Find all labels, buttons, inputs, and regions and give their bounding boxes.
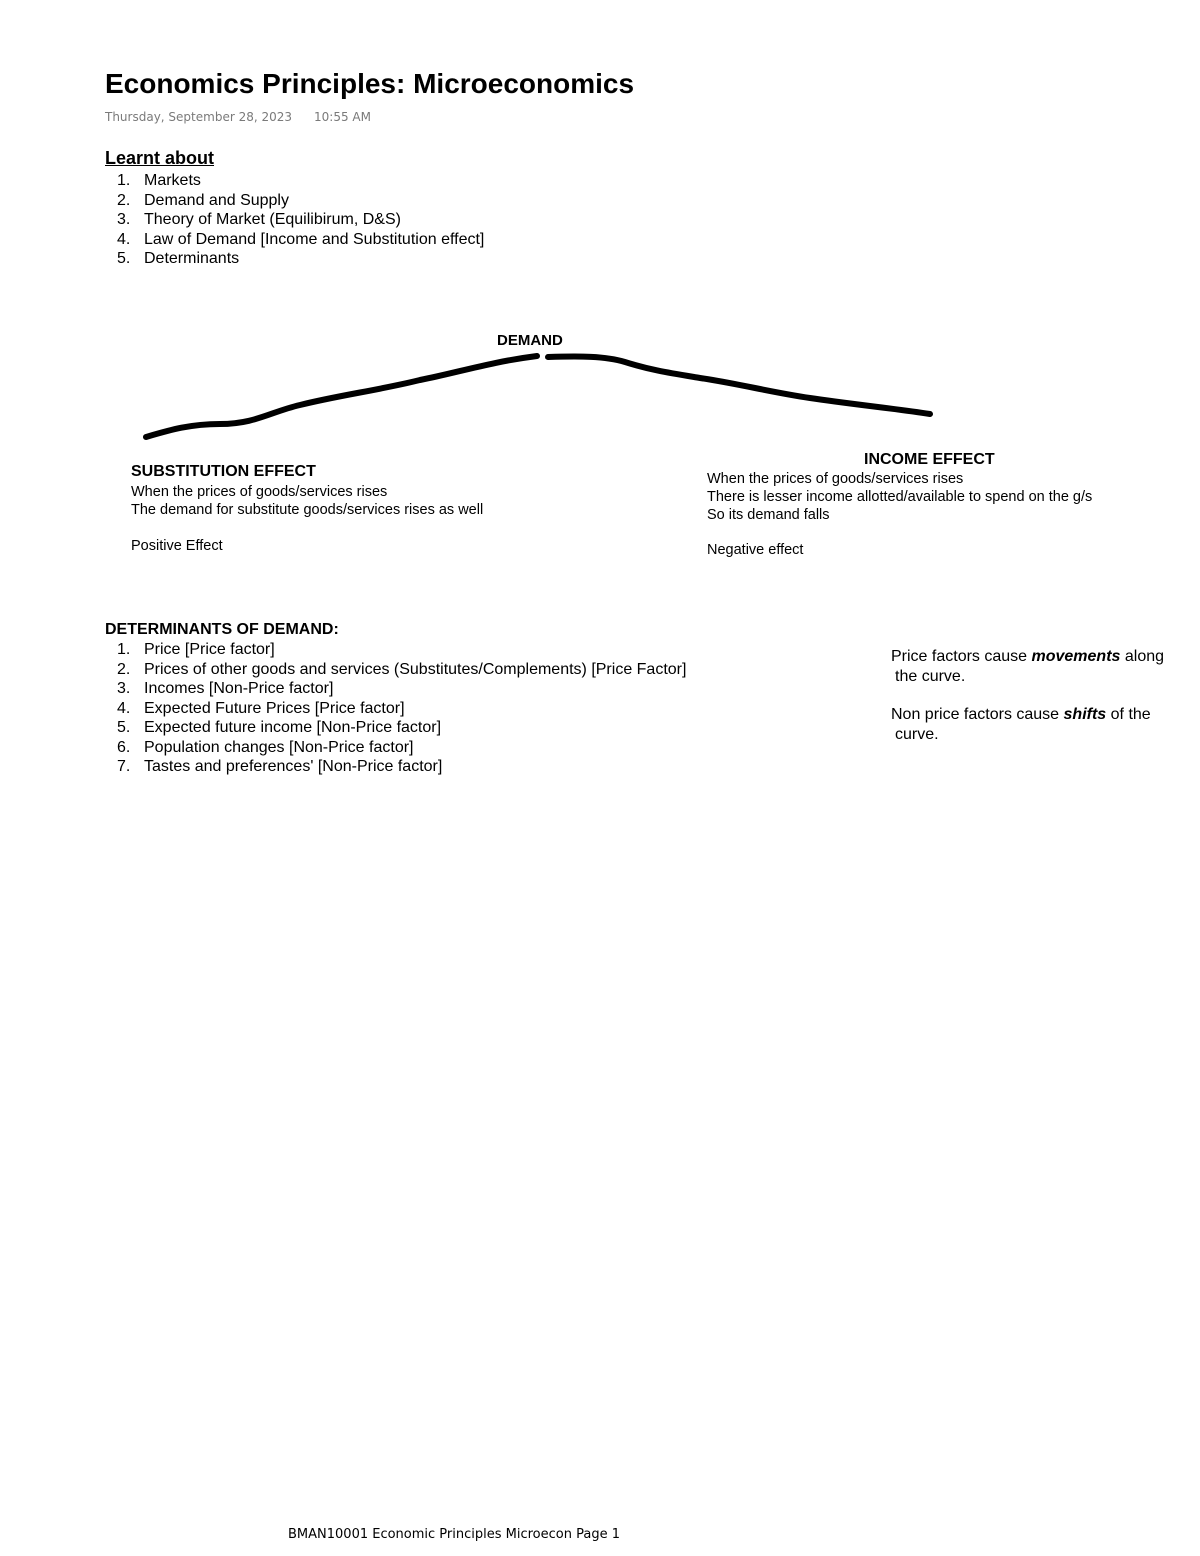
movements-emphasis: movements [1031,648,1121,665]
page-footer: BMAN10001 Economic Principles Microecon Page 1 [288,1527,620,1542]
income-line: There is lesser income allotted/available to spend on the g/s [707,489,1093,505]
demand-curve-right-stroke [548,357,930,414]
note-date: Thursday, September 28, 2023 [105,110,293,124]
list-item: 4. Law of Demand [Income and Substitution effect] [117,230,485,248]
list-item: 6. Population changes [Non-Price factor] [117,738,414,756]
income-line: So its demand falls [707,507,830,523]
substitution-effect-title: SUBSTITUTION EFFECT [131,463,316,480]
income-effect-text [707,470,1092,524]
determinants-list [105,640,686,777]
substitution-line: The demand for substitute goods/services rises as well [131,502,484,518]
list-item: 7. Tastes and preferences' [Non-Price factor] [117,758,443,775]
list-item: 3. Incomes [Non-Price factor] [117,680,334,697]
page-title: Economics Principles: Microeconomics [105,68,635,99]
substitution-line: When the prices of goods/services rises [131,484,388,500]
list-item: 5. Determinants [117,250,240,267]
non-price-factors-note: Non price factors cause shifts of the curve. [891,706,1151,743]
determinants-heading: DETERMINANTS OF DEMAND: [105,621,339,638]
list-item: 4. Expected Future Prices [Price factor] [117,699,405,717]
list-item: 3. Theory of Market (Equilibirum, D&S) [117,211,401,228]
demand-label: DEMAND [497,332,563,349]
income-line: When the prices of goods/services rises [707,471,964,487]
learnt-about-list [105,171,484,269]
substitution-effect-text [131,483,483,519]
income-effect-title: INCOME EFFECT [864,451,995,468]
shifts-emphasis: shifts [1063,706,1107,723]
list-item: 2. Demand and Supply [117,191,289,209]
substitution-conclusion: Positive Effect [131,538,223,554]
learnt-about-heading: Learnt about [105,148,215,168]
list-item: 1. Markets [117,172,201,189]
demand-curve-left-stroke [146,356,537,437]
list-item: 5. Expected future income [Non-Price factor] [117,719,442,736]
list-item: 2. Prices of other goods and services (Substitutes/Complements) [Price Factor] [117,660,687,678]
income-conclusion: Negative effect [707,542,804,558]
price-factors-note: Price factors cause movements along the curve. [891,648,1165,685]
note-time: 10:55 AM [314,110,371,124]
list-item: 1. Price [Price factor] [117,641,275,658]
